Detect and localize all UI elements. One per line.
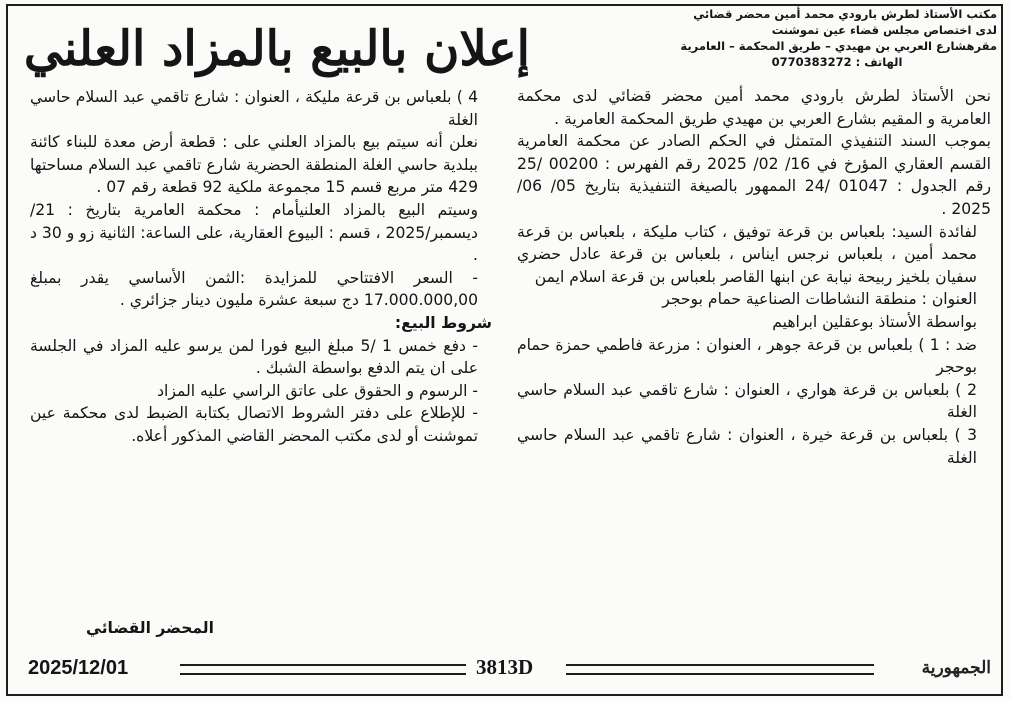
conditions-title: شروط البيع:: [394, 313, 492, 332]
condition-3: - للإطلاع على دفتر الشروط الاتصال بكتابة الضبط لدى محكمة عين تموشنت أو لدى مكتب المحضر القاضي المذكور أعلاه.: [30, 404, 478, 445]
footer-issue-number: 3813D: [476, 655, 534, 679]
lawyer-line: بواسطة الأستاذ بوعقلين ابراهيم: [772, 312, 977, 331]
footer-rule-right: [566, 664, 874, 675]
defendant-3: 3 ) بلعباس بن قرعة خيرة ، العنوان : شارع تاقمي عبد السلام حاسي الغلة: [517, 425, 977, 467]
sale-date-paragraph: وسيتم البيع بالمزاد العلنيأمام : محكمة العامرية بتاريخ : 21/ديسمبر/2025 ، قسم : البيوع العقارية، على الساعة: الثانية زو و 30 د .: [30, 200, 478, 265]
enforcement-paragraph: بموجب السند التنفيذي المتمثل في الحكم الصادر عن محكمة العامرية القسم العقاري المؤرخ في 16/ 02/ 2025 رقم الفهرس : 00200 /25 رقم الجدول : 01047 /24 الممهور بالصيغة التنفيذية بتاريخ 05/ 06/ 2025 .: [517, 132, 992, 218]
newspaper-masthead: الجمهورية: [921, 658, 991, 678]
property-paragraph: نعلن أنه سيتم بيع بالمزاد العلني على : قطعة أرض معدة للبناء كائنة ببلدية حاسي الغلة المنطقة الحضرية شارع تاقمي عبد السلام مساحتها 429 متر مربع قسم 15 مجموعة ملكية 92 قطعة رقم 07 .: [30, 133, 478, 197]
office-phone: الهاتف : 0770383272: [771, 55, 903, 69]
opening-price-paragraph: - السعر الافتتاحي للمزايدة :الثمن الأساسي يقدر بمبلغ 17.000.000,00 دج سبعة عشرة مليون دينار جزائري .: [30, 268, 478, 310]
defendant-1: ضد : 1 ) بلعباس بن قرعة جوهر ، العنوان : مزرعة فاطمي حمزة حمام بوحجر: [517, 335, 977, 377]
office-line-3: مقرهشارع العربي بن مهيدي – طريق المحكمة – العامرية: [680, 39, 997, 53]
left-column: [30, 86, 492, 448]
beneficiaries-address: العنوان : منطقة النشاطات الصناعية حمام بوحجر: [662, 290, 977, 309]
office-line-2: لدى اختصاص مجلس قضاء عين تموشنت: [771, 23, 997, 37]
signature: المحضر القضائي: [86, 619, 214, 637]
right-column: [517, 86, 991, 469]
intro-paragraph: نحن الأستاذ لطرش بارودي محمد أمين محضر قضائي لدى محكمة العامرية و المقيم بشارع العربي بن مهيدي طريق المحكمة العامرية .: [517, 87, 991, 128]
beneficiaries-paragraph: لفائدة السيد: بلعباس بن قرعة توفيق ، كتاب مليكة ، بلعباس بن قرعة محمد أمين ، بلعباس نرجس ايناس ، بلعباس بن قرعة عادل حضري سفيان بلخيز ربيحة نيابة عن ابنها القاصر بلعباس بن قرعة اسلام ايمن: [517, 222, 977, 286]
defendant-4: 4 ) بلعباس بن قرعة مليكة ، العنوان : شارع تاقمي عبد السلام حاسي الغلة: [30, 88, 478, 129]
condition-2: - الرسوم و الحقوق على عاتق الراسي عليه المزاد: [157, 381, 478, 400]
bailiff-office-block: [677, 6, 997, 70]
announcement-headline: إعلان بالبيع بالمزاد العلني: [23, 21, 530, 77]
defendant-2: 2 ) بلعباس بن قرعة هواري ، العنوان : شارع تاقمي عبد السلام حاسي الغلة: [517, 380, 977, 422]
footer-rule-left: [180, 664, 466, 675]
condition-1: - دفع خمس 1 /5 مبلغ البيع فورا لمن يرسو عليه المزاد في الجلسة على ان يتم الدفع بواسطة الشبك .: [30, 336, 478, 378]
footer-date: 2025/12/01: [28, 657, 129, 679]
office-line-1: مكتب الأستاذ لطرش بارودي محمد أمين محضر قضائي: [693, 7, 997, 21]
footer: [6, 654, 1003, 682]
